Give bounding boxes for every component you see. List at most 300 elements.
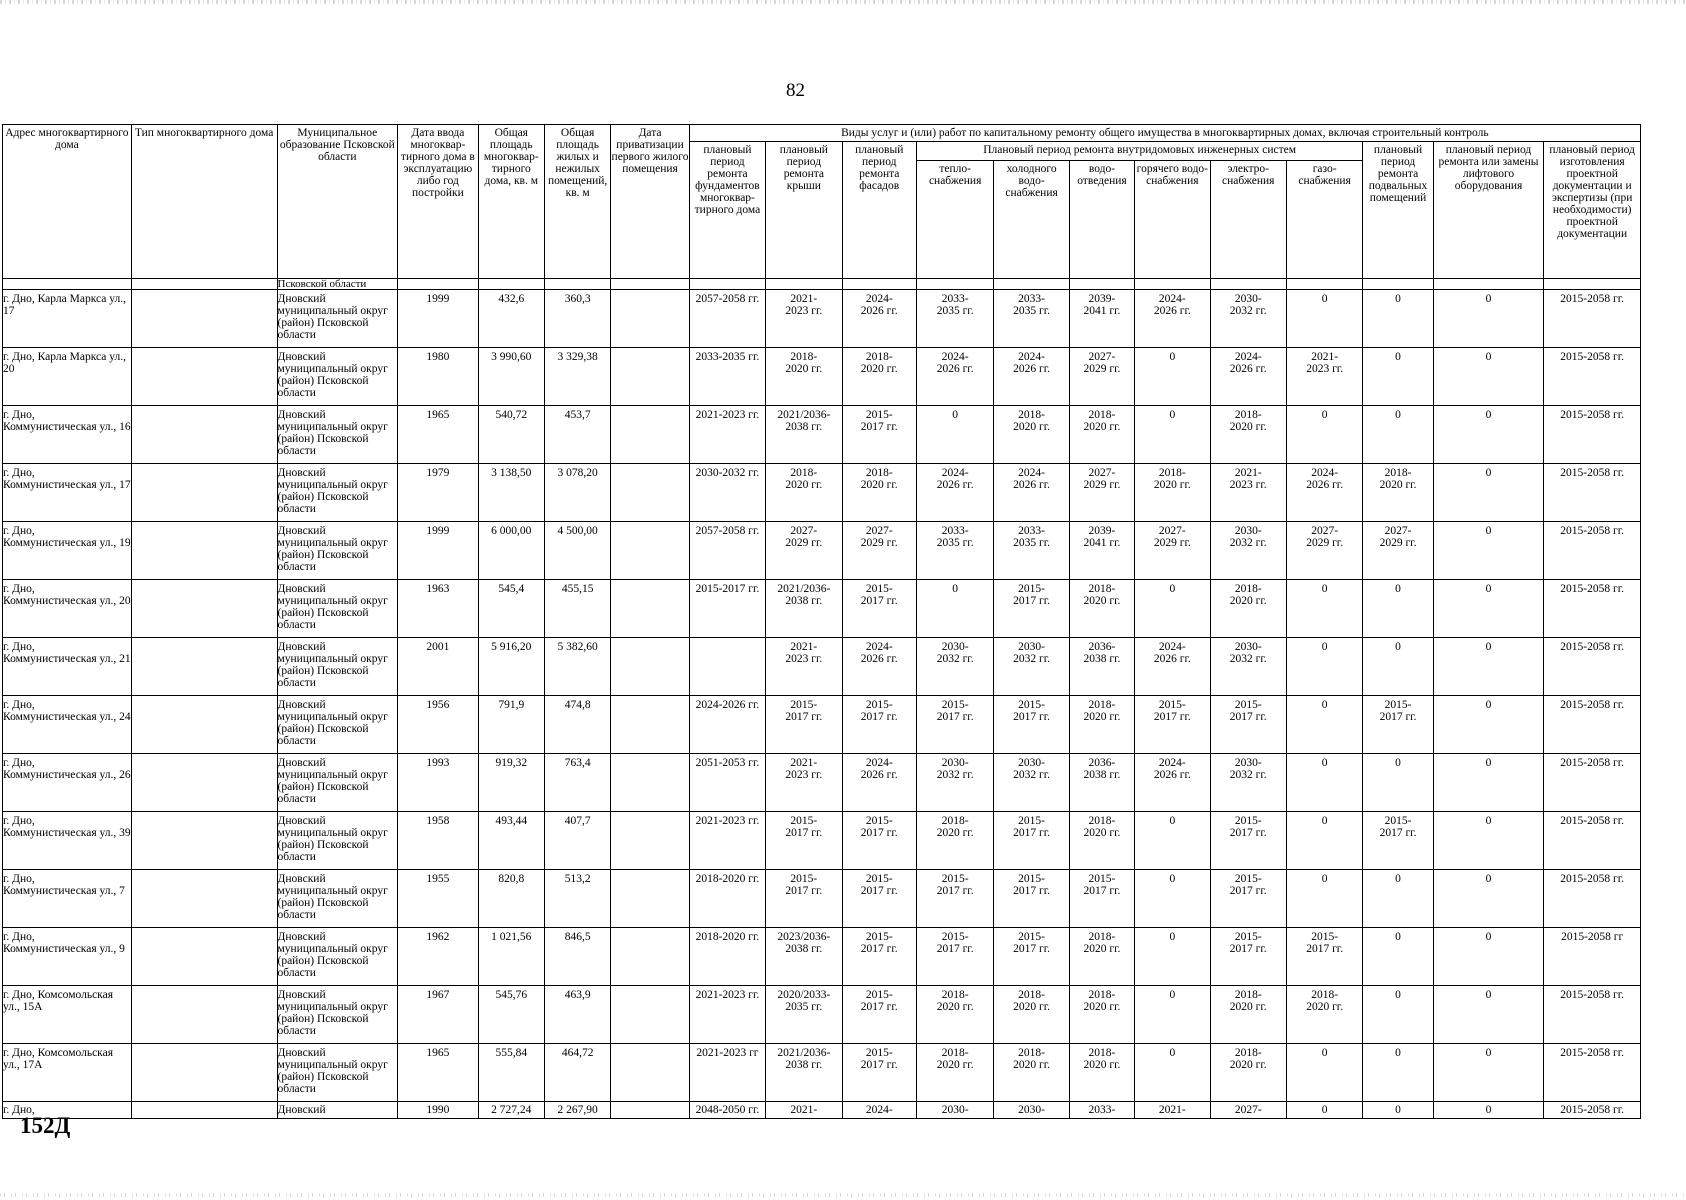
cell-foundation [689, 348, 765, 406]
cell-sewage-text: 2027- 2029 гг. [1083, 351, 1121, 376]
cell-design-docs [1544, 696, 1641, 754]
cell-address [3, 1044, 132, 1102]
cell-foundation-text: 2057-2058 гг. [695, 525, 760, 537]
cell-municipality [277, 1044, 398, 1102]
cell-gas [1286, 464, 1362, 522]
cell-privatization-date [611, 406, 689, 464]
cell-roof-text: 2021/2036- 2038 гг. [777, 583, 831, 608]
cell-cold-water [994, 464, 1069, 522]
cell-address-text: г. Дно, Коммунистическая ул., 19 [3, 525, 131, 550]
col-header-foundation: плановый период ремонта фундаментов многоквар-тирного дома [689, 142, 765, 279]
cell-heating [916, 754, 993, 812]
cell-total-area [478, 348, 544, 406]
cell-roof-text: 2020/2033- 2035 гг. [777, 989, 831, 1014]
cell-privatization-date [611, 464, 689, 522]
cell-commission-year [398, 812, 478, 870]
cell-design-docs-text: 2015-2058 гг. [1560, 583, 1625, 595]
region-continuation-row [3, 279, 1641, 290]
cell-heating [916, 986, 993, 1044]
cell-roof-text: 2021- 2023 гг. [785, 293, 823, 318]
cell-total-area [478, 290, 544, 348]
col-header-electricity: электро-снабжения [1210, 161, 1286, 279]
document-code: 152Д [20, 1113, 71, 1138]
cell-roof-text: 2021- [790, 1104, 818, 1116]
cell-facade [842, 464, 916, 522]
cell-heating [916, 406, 993, 464]
cell-roof [766, 1044, 842, 1102]
col-header-heating: тепло-снабжения [916, 161, 993, 279]
cell-foundation-text: 2024-2026 гг. [695, 699, 760, 711]
cell-sewage-text: 2018- 2020 гг. [1083, 409, 1121, 434]
cell-electricity [1210, 464, 1286, 522]
cell-heating-text: 2015- 2017 гг. [936, 873, 974, 898]
cell-sewage-text: 2018- 2020 гг. [1083, 583, 1121, 608]
cell-elevator [1433, 1044, 1544, 1102]
cell-total-area [478, 812, 544, 870]
cell-gas [1286, 870, 1362, 928]
cell-basement-text: 0 [1395, 873, 1401, 885]
cell-total-area-text: 820,8 [498, 873, 525, 885]
cell-residential-area-text: 407,7 [564, 815, 591, 827]
cell-design-docs [1544, 406, 1641, 464]
cell-building-type [131, 406, 277, 464]
cell-building-type [131, 638, 277, 696]
col-header-sewage: водо-отведения [1069, 161, 1134, 279]
cell-sewage-text: 2036- 2038 гг. [1083, 641, 1121, 666]
cell-residential-area [544, 928, 610, 986]
cell-residential-area-text: 474,8 [564, 699, 591, 711]
cell-roof-text: 2021- 2023 гг. [785, 757, 823, 782]
cell-cold-water [994, 986, 1069, 1044]
cell-total-area-text: 3 990,60 [491, 351, 532, 363]
cell-hot-water-text: 2015- 2017 гг. [1153, 699, 1191, 724]
cell-address-text: г. Дно, Коммунистическая ул., 7 [3, 873, 125, 898]
cell-address [3, 290, 132, 348]
cell-basement-text: 0 [1395, 1047, 1401, 1059]
cell-commission-year-text: 1999 [426, 293, 450, 305]
cell-total-area-text: 2 727,24 [491, 1104, 532, 1116]
cell-basement-text: 0 [1395, 641, 1401, 653]
cell-elevator-text: 0 [1485, 467, 1492, 479]
table-row [3, 928, 1641, 986]
cell-hot-water [1135, 464, 1210, 522]
cell-facade [842, 754, 916, 812]
cell-commission-year [398, 754, 478, 812]
cell-total-area [478, 638, 544, 696]
cell-elevator [1433, 464, 1544, 522]
cell-design-docs [1544, 986, 1641, 1044]
cell-hot-water [1135, 1102, 1210, 1119]
cell-heating-text: 2015- 2017 гг. [936, 699, 974, 724]
cell-elevator [1433, 348, 1544, 406]
cell-cold-water [994, 812, 1069, 870]
cell-address-text: г. Дно, Коммунистическая ул., 21 [3, 641, 131, 666]
cell-municipality-text: Дновский муниципальный округ (район) Псковской области [277, 641, 388, 690]
cell-sewage [1069, 696, 1134, 754]
cell-municipality [277, 870, 398, 928]
cell-hot-water-text: 0 [1169, 583, 1176, 595]
cell-gas [1286, 986, 1362, 1044]
cell-address-text: г. Дно, Коммунистическая ул., 26 [3, 757, 131, 782]
cell-municipality [277, 522, 398, 580]
cell-electricity [1210, 348, 1286, 406]
cell-sewage-text: 2036- 2038 гг. [1083, 757, 1121, 782]
cell-address [3, 522, 132, 580]
cell-roof [766, 348, 842, 406]
cell-design-docs-text: 2015-2058 гг. [1560, 699, 1625, 711]
cell-basement-text: 0 [1395, 931, 1401, 943]
cell-address [3, 870, 132, 928]
cell-electricity-text: 2021- 2023 гг. [1229, 467, 1267, 492]
cell-residential-area [544, 348, 610, 406]
cell-electricity [1210, 870, 1286, 928]
cell-elevator-text: 0 [1485, 873, 1492, 885]
cell-commission-year [398, 870, 478, 928]
cell-commission-year [398, 1044, 478, 1102]
cell-hot-water-text: 2018- 2020 гг. [1153, 467, 1191, 492]
cell-facade-text: 2015- 2017 гг. [860, 815, 898, 840]
cell-heating [916, 870, 993, 928]
cell-total-area-text: 791,9 [498, 699, 525, 711]
cell-cold-water [994, 638, 1069, 696]
cell-heating-text: 2018- 2020 гг. [936, 989, 974, 1014]
cell-commission-year [398, 696, 478, 754]
col-header-design-docs: плановый период изготовления проектной документации и экспертизы (при необходимости) проектной документации [1544, 142, 1641, 279]
cell-elevator [1433, 580, 1544, 638]
cell-basement [1363, 870, 1433, 928]
cell-heating [916, 696, 993, 754]
cell-basement [1363, 696, 1433, 754]
cell-basement-text: 2015- 2017 гг. [1379, 699, 1417, 724]
cell-hot-water [1135, 754, 1210, 812]
cell-electricity [1210, 986, 1286, 1044]
cell-address [3, 580, 132, 638]
cell-facade-text: 2015- 2017 гг. [860, 409, 898, 434]
cell-roof-text: 2027- 2029 гг. [785, 525, 823, 550]
cell-privatization-date [611, 522, 689, 580]
cell-basement [1363, 1044, 1433, 1102]
cell-electricity [1210, 1102, 1286, 1119]
cell-roof [766, 464, 842, 522]
cell-total-area [478, 870, 544, 928]
cell-elevator-text: 0 [1485, 525, 1492, 537]
cell-gas-text: 0 [1321, 293, 1328, 305]
cell-commission-year [398, 522, 478, 580]
cell-address-text: г. Дно, [3, 1104, 35, 1116]
cell-roof [766, 406, 842, 464]
col-header-basement: плановый период ремонта подвальных помещений [1363, 142, 1433, 279]
cell-commission-year [398, 580, 478, 638]
cell-design-docs-text: 2015-2058 гг. [1560, 293, 1625, 305]
cell-commission-year-text: 1967 [426, 989, 450, 1001]
cell-sewage [1069, 812, 1134, 870]
table-row [3, 1044, 1641, 1102]
cell-cold-water [994, 870, 1069, 928]
cell-cold-water [994, 348, 1069, 406]
cell-foundation [689, 1044, 765, 1102]
cell-gas-text: 2015- 2017 гг. [1306, 931, 1344, 956]
cell-sewage [1069, 870, 1134, 928]
cell-heating [916, 928, 993, 986]
cell-gas-text: 0 [1321, 409, 1328, 421]
cell-elevator [1433, 406, 1544, 464]
cell-building-type [131, 696, 277, 754]
cell-facade-text: 2015- 2017 гг. [860, 989, 898, 1014]
cell-municipality [277, 812, 398, 870]
cell-commission-year-text: 1965 [426, 409, 450, 421]
cell-gas-text: 2027- 2029 гг. [1306, 525, 1344, 550]
cell-sewage [1069, 464, 1134, 522]
cell-elevator [1433, 290, 1544, 348]
cell-residential-area [544, 754, 610, 812]
cell-basement [1363, 290, 1433, 348]
scan-artifact-bottom [0, 1193, 1686, 1197]
cell-municipality [277, 928, 398, 986]
cell-hot-water [1135, 1044, 1210, 1102]
cell-residential-area [544, 696, 610, 754]
cell-gas-text: 2018- 2020 гг. [1306, 989, 1344, 1014]
cell-facade [842, 580, 916, 638]
cell-hot-water [1135, 406, 1210, 464]
cell-foundation-text: 2030-2032 гг. [695, 467, 760, 479]
cell-cold-water-text: 2024- 2026 гг. [1013, 351, 1051, 376]
cell-municipality-text: Дновский [277, 1104, 326, 1116]
cell-residential-area-text: 455,15 [561, 583, 594, 595]
cell-commission-year-text: 1979 [426, 467, 450, 479]
cell-gas-text: 2021- 2023 гг. [1306, 351, 1344, 376]
cell-cold-water [994, 580, 1069, 638]
cell-total-area [478, 928, 544, 986]
cell-address-text: г. Дно, Коммунистическая ул., 20 [3, 583, 131, 608]
cell-foundation [689, 580, 765, 638]
cell-electricity [1210, 522, 1286, 580]
cell-roof-text: 2021/2036- 2038 гг. [777, 1047, 831, 1072]
cell-elevator-text: 0 [1485, 989, 1492, 1001]
cell-municipality [277, 1102, 398, 1119]
cell-municipality [277, 580, 398, 638]
cell-heating-text: 0 [952, 409, 959, 421]
cell-total-area-text: 919,32 [495, 757, 528, 769]
cell-facade-text: 2015- 2017 гг. [860, 699, 898, 724]
cell-address-text: г. Дно, Комсомольская ул., 17А [3, 1047, 113, 1072]
cell-heating-text: 2024- 2026 гг. [936, 351, 974, 376]
cell-hot-water [1135, 580, 1210, 638]
cell-elevator-text: 0 [1485, 1104, 1492, 1116]
cell-roof-text: 2023/2036- 2038 гг. [777, 931, 831, 956]
cell-facade-text: 2015- 2017 гг. [860, 931, 898, 956]
table-row [3, 290, 1641, 348]
cell-municipality-text: Дновский муниципальный округ (район) Псковской области [277, 931, 388, 980]
cell-facade-text: 2018- 2020 гг. [860, 467, 898, 492]
col-header-privatization-date: Дата приватизации первого жилого помещения [611, 125, 689, 279]
cell-commission-year [398, 464, 478, 522]
cell-basement [1363, 638, 1433, 696]
cell-municipality-text: Дновский муниципальный округ (район) Псковской области [277, 699, 388, 748]
cell-electricity-text: 2030- 2032 гг. [1229, 525, 1267, 550]
cell-municipality-text: Дновский муниципальный округ (район) Псковской области [277, 989, 388, 1038]
cell-basement-text: 0 [1395, 583, 1401, 595]
cell-gas-text: 0 [1321, 873, 1328, 885]
cell-foundation-text: 2033-2035 гг. [695, 351, 760, 363]
cell-basement-text: 0 [1395, 409, 1401, 421]
cell-heating [916, 1044, 993, 1102]
cell-residential-area [544, 870, 610, 928]
cell-gas-text: 2024- 2026 гг. [1306, 467, 1344, 492]
cell-foundation-text: 2021-2023 гг. [695, 409, 760, 421]
cell-roof [766, 754, 842, 812]
cell-foundation [689, 754, 765, 812]
cell-hot-water-text: 2027- 2029 гг. [1153, 525, 1191, 550]
cell-roof-text: 2015- 2017 гг. [785, 815, 823, 840]
cell-total-area [478, 1044, 544, 1102]
cell-electricity-text: 2015- 2017 гг. [1229, 815, 1267, 840]
cell-basement [1363, 1102, 1433, 1119]
cell-design-docs-text: 2015-2058 гг. [1560, 409, 1625, 421]
col-header-gas: газо-снабжения [1286, 161, 1362, 279]
cell-residential-area-text: 5 382,60 [557, 641, 598, 653]
cell-address [3, 348, 132, 406]
cell-roof [766, 580, 842, 638]
cell-design-docs [1544, 290, 1641, 348]
cell-gas-text: 0 [1321, 641, 1328, 653]
cell-municipality [277, 464, 398, 522]
cell-foundation [689, 870, 765, 928]
cell-commission-year-text: 1993 [426, 757, 450, 769]
cell-facade [842, 638, 916, 696]
cell-total-area [478, 522, 544, 580]
cell-total-area [478, 986, 544, 1044]
cell-address-text: г. Дно, Карла Маркса ул., 20 [3, 351, 126, 376]
cell-sewage-text: 2018- 2020 гг. [1083, 815, 1121, 840]
cell-foundation-text: 2051-2053 гг. [695, 757, 760, 769]
cell-foundation [689, 638, 765, 696]
cell-sewage [1069, 580, 1134, 638]
table-row [3, 522, 1641, 580]
cell-design-docs [1544, 1044, 1641, 1102]
cell-residential-area [544, 812, 610, 870]
cell-hot-water [1135, 928, 1210, 986]
cell-design-docs-text: 2015-2058 гг. [1560, 815, 1625, 827]
table-row [3, 580, 1641, 638]
cell-privatization-date [611, 290, 689, 348]
cell-sewage [1069, 986, 1134, 1044]
cell-heating-text: 2030- 2032 гг. [936, 757, 974, 782]
capital-repair-table [2, 124, 1641, 1119]
cell-electricity [1210, 696, 1286, 754]
cell-cold-water-text: 2033- 2035 гг. [1013, 525, 1051, 550]
cell-cold-water-text: 2015- 2017 гг. [1013, 699, 1051, 724]
cell-gas [1286, 1102, 1362, 1119]
cell-design-docs [1544, 870, 1641, 928]
cell-facade [842, 1102, 916, 1119]
cell-basement [1363, 580, 1433, 638]
table-row [3, 870, 1641, 928]
cell-basement-text: 0 [1395, 293, 1401, 305]
cell-municipality-text: Дновский муниципальный округ (район) Псковской области [277, 467, 388, 516]
cell-elevator-text: 0 [1485, 931, 1492, 943]
cell-total-area [478, 1102, 544, 1119]
cell-residential-area [544, 580, 610, 638]
cell-basement-text: 0 [1395, 1104, 1401, 1116]
cell-facade-text: 2024- 2026 гг. [860, 641, 898, 666]
cell-commission-year [398, 406, 478, 464]
cell-hot-water-text: 2024- 2026 гг. [1153, 641, 1191, 666]
cell-building-type [131, 464, 277, 522]
cell-privatization-date [611, 870, 689, 928]
cell-electricity-text: 2015- 2017 гг. [1229, 699, 1267, 724]
cell-facade [842, 348, 916, 406]
cell-foundation-text: 2057-2058 гг. [695, 293, 760, 305]
col-group-header-works: Виды услуг и (или) работ по капитальному ремонту общего имущества в многоквартирных домах, включая строительный контроль [689, 125, 1640, 142]
cell-residential-area [544, 464, 610, 522]
cell-facade [842, 1044, 916, 1102]
cell-hot-water [1135, 986, 1210, 1044]
cell-residential-area-text: 763,4 [564, 757, 591, 769]
cell-elevator [1433, 638, 1544, 696]
cell-cold-water [994, 522, 1069, 580]
cell-electricity-text: 2018- 2020 гг. [1229, 989, 1267, 1014]
cell-municipality-text: Дновский муниципальный округ (район) Псковской области [277, 757, 388, 806]
table-body [3, 279, 1641, 1119]
cell-total-area-text: 545,4 [498, 583, 525, 595]
cell-basement-text: 0 [1395, 989, 1401, 1001]
cell-cold-water-text: 2018- 2020 гг. [1013, 409, 1051, 434]
cell-facade-text: 2015- 2017 гг. [860, 583, 898, 608]
cell-building-type [131, 522, 277, 580]
table-row [3, 464, 1641, 522]
cell-sewage-text: 2018- 2020 гг. [1083, 931, 1121, 956]
cell-elevator-text: 0 [1485, 409, 1492, 421]
cell-hot-water-text: 2024- 2026 гг. [1153, 757, 1191, 782]
cell-heating-text: 2018- 2020 гг. [936, 815, 974, 840]
cell-municipality-text: Дновский муниципальный округ (район) Псковской области [277, 583, 388, 632]
cell-address [3, 928, 132, 986]
cell-facade [842, 696, 916, 754]
cell-foundation [689, 1102, 765, 1119]
cell-basement-text: 2018- 2020 гг. [1379, 467, 1417, 492]
cell-facade [842, 870, 916, 928]
cell-residential-area-text: 846,5 [564, 931, 591, 943]
cell-roof-text: 2021/2036- 2038 гг. [777, 409, 831, 434]
cell-residential-area [544, 522, 610, 580]
cell-hot-water [1135, 812, 1210, 870]
cell-sewage-text: 2039- 2041 гг. [1083, 525, 1121, 550]
cell-municipality-text: Дновский муниципальный округ (район) Псковской области [277, 525, 388, 574]
cell-foundation [689, 522, 765, 580]
table-header [3, 125, 1641, 279]
cell-design-docs [1544, 348, 1641, 406]
cell-design-docs-text: 2015-2058 гг. [1560, 641, 1625, 653]
cell-cold-water [994, 1044, 1069, 1102]
cell-gas-text: 0 [1321, 699, 1328, 711]
cell-roof [766, 870, 842, 928]
cell-cold-water [994, 290, 1069, 348]
cell-commission-year [398, 986, 478, 1044]
cell-heating [916, 638, 993, 696]
cell-electricity-text: 2030- 2032 гг. [1229, 757, 1267, 782]
col-header-building-type: Тип многоквартирного дома [131, 125, 277, 279]
cell-building-type [131, 870, 277, 928]
cell-design-docs [1544, 754, 1641, 812]
col-header-hot-water: горячего водо-снабжения [1135, 161, 1210, 279]
cell-basement-text: 0 [1395, 351, 1401, 363]
cell-residential-area [544, 290, 610, 348]
cell-municipality [277, 754, 398, 812]
cell-residential-area [544, 986, 610, 1044]
cell-privatization-date [611, 1044, 689, 1102]
cell-residential-area-text: 463,9 [564, 989, 591, 1001]
cell-electricity-text: 2030- 2032 гг. [1229, 641, 1267, 666]
